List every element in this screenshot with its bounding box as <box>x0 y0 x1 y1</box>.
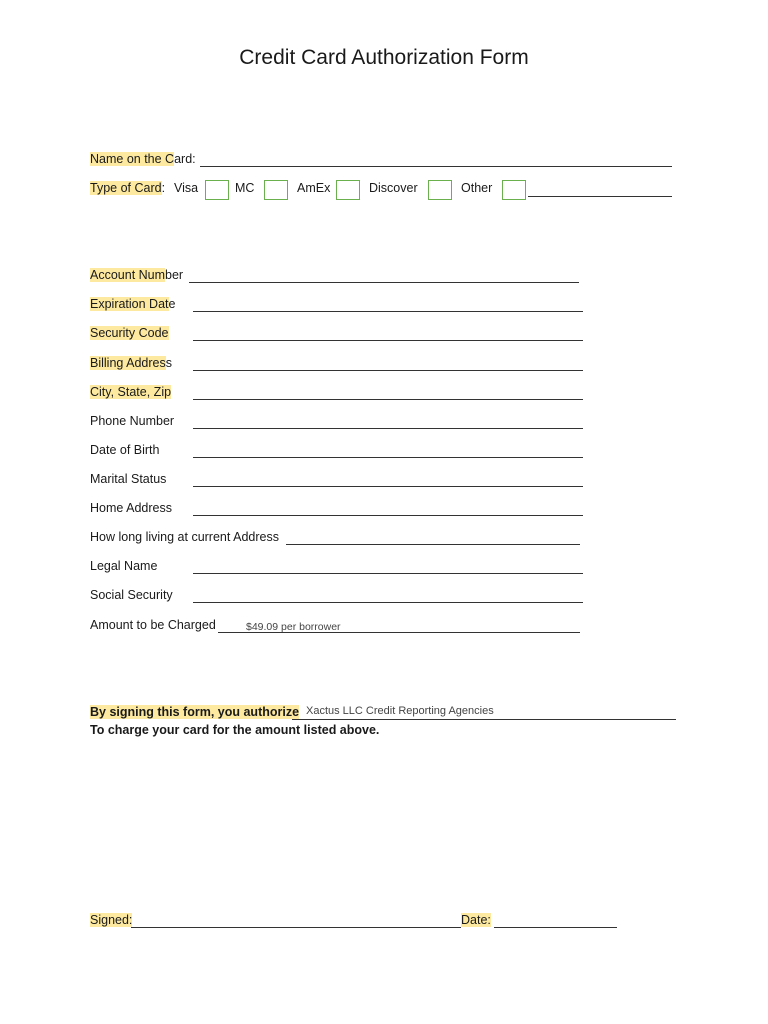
time-at-address-field[interactable] <box>286 544 580 545</box>
signature-date-field[interactable] <box>494 927 617 928</box>
discover-checkbox[interactable] <box>428 180 452 200</box>
amount-charged-label: Amount to be Charged <box>90 618 216 632</box>
authorization-statement: By signing this form, you authorize <box>90 705 300 719</box>
account-number-label: Account Number <box>90 268 184 282</box>
option-mc-label: MC <box>235 181 255 195</box>
phone-number-label: Phone Number <box>90 414 175 428</box>
legal-name-label: Legal Name <box>90 559 158 573</box>
page-title: Credit Card Authorization Form <box>239 46 529 69</box>
date-label: Date: <box>461 913 491 927</box>
mc-checkbox[interactable] <box>264 180 288 200</box>
date-of-birth-label: Date of Birth <box>90 443 160 457</box>
legal-name-field[interactable] <box>193 573 583 574</box>
home-address-field[interactable] <box>193 515 583 516</box>
authorized-company-field[interactable] <box>292 719 676 720</box>
signed-label: Signed: <box>90 913 133 927</box>
other-checkbox[interactable] <box>502 180 526 200</box>
account-number-field[interactable] <box>189 282 579 283</box>
type-of-card-label: Type of Card: <box>90 181 166 195</box>
billing-address-field[interactable] <box>193 370 583 371</box>
name-on-card-field[interactable] <box>200 166 672 167</box>
amount-charged-value: $49.09 per borrower <box>246 621 341 633</box>
date-of-birth-field[interactable] <box>193 457 583 458</box>
option-discover-label: Discover <box>369 181 418 195</box>
time-at-address-label: How long living at current Address <box>90 530 279 544</box>
marital-status-field[interactable] <box>193 486 583 487</box>
authorization-statement-line2: To charge your card for the amount listed above. <box>90 723 380 737</box>
visa-checkbox[interactable] <box>205 180 229 200</box>
city-state-zip-label: City, State, Zip <box>90 385 172 399</box>
billing-address-label: Billing Address <box>90 356 172 370</box>
option-amex-label: AmEx <box>297 181 331 195</box>
social-security-label: Social Security <box>90 588 173 602</box>
phone-number-field[interactable] <box>193 428 583 429</box>
home-address-label: Home Address <box>90 501 172 515</box>
expiration-date-field[interactable] <box>193 311 583 312</box>
expiration-date-label: Expiration Date <box>90 297 176 311</box>
signature-field[interactable] <box>131 927 461 928</box>
marital-status-label: Marital Status <box>90 472 167 486</box>
security-code-field[interactable] <box>193 340 583 341</box>
amex-checkbox[interactable] <box>336 180 360 200</box>
authorized-company-value: Xactus LLC Credit Reporting Agencies <box>306 705 494 717</box>
option-visa-label: Visa <box>174 181 199 195</box>
other-card-type-field[interactable] <box>528 196 672 197</box>
security-code-label: Security Code <box>90 326 169 340</box>
city-state-zip-field[interactable] <box>193 399 583 400</box>
social-security-field[interactable] <box>193 602 583 603</box>
name-on-card-label: Name on the Card: <box>90 152 196 166</box>
option-other-label: Other <box>461 181 493 195</box>
